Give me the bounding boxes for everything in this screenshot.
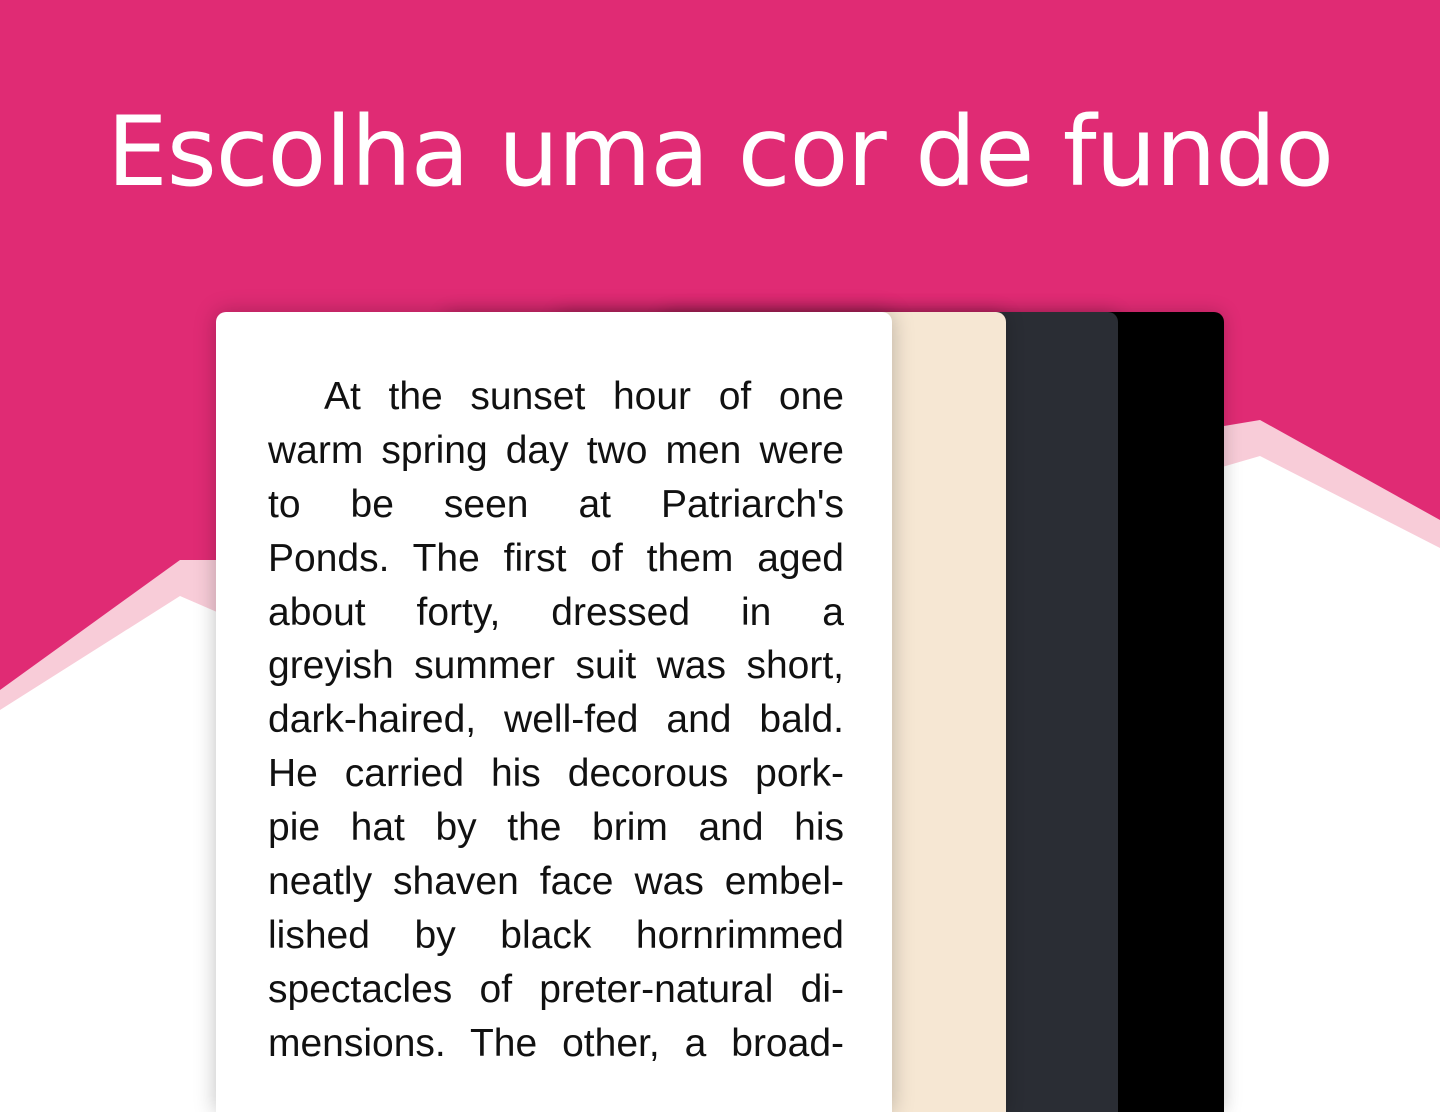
text-line: warm spring day two men were — [268, 428, 844, 472]
text-line: to be seen at Patriarch's — [268, 482, 844, 526]
text-line: He carried his decorous pork- — [268, 752, 844, 796]
text-line: dark-haired, well-fed and bald. — [268, 698, 844, 742]
text-line: mensions. The other, a broad- — [268, 1021, 844, 1065]
text-line: about forty, dressed in a — [268, 590, 844, 634]
text-line: spectacles of preter-natural di- — [268, 967, 844, 1011]
page-title: Escolha uma cor de fundo — [107, 96, 1333, 208]
text-line: At the sunset hour of one — [324, 375, 844, 418]
text-line: pie hat by the brim and his — [268, 806, 844, 850]
text-line: greyish summer suit was short, — [268, 644, 844, 688]
sample-text-white — [268, 370, 844, 1071]
text-line: lished by black hornrimmed — [268, 913, 844, 957]
text-line: neatly shaven face was embel- — [268, 860, 844, 904]
text-line: Ponds. The first of them aged — [268, 536, 844, 580]
theme-option-white[interactable] — [216, 312, 892, 1112]
